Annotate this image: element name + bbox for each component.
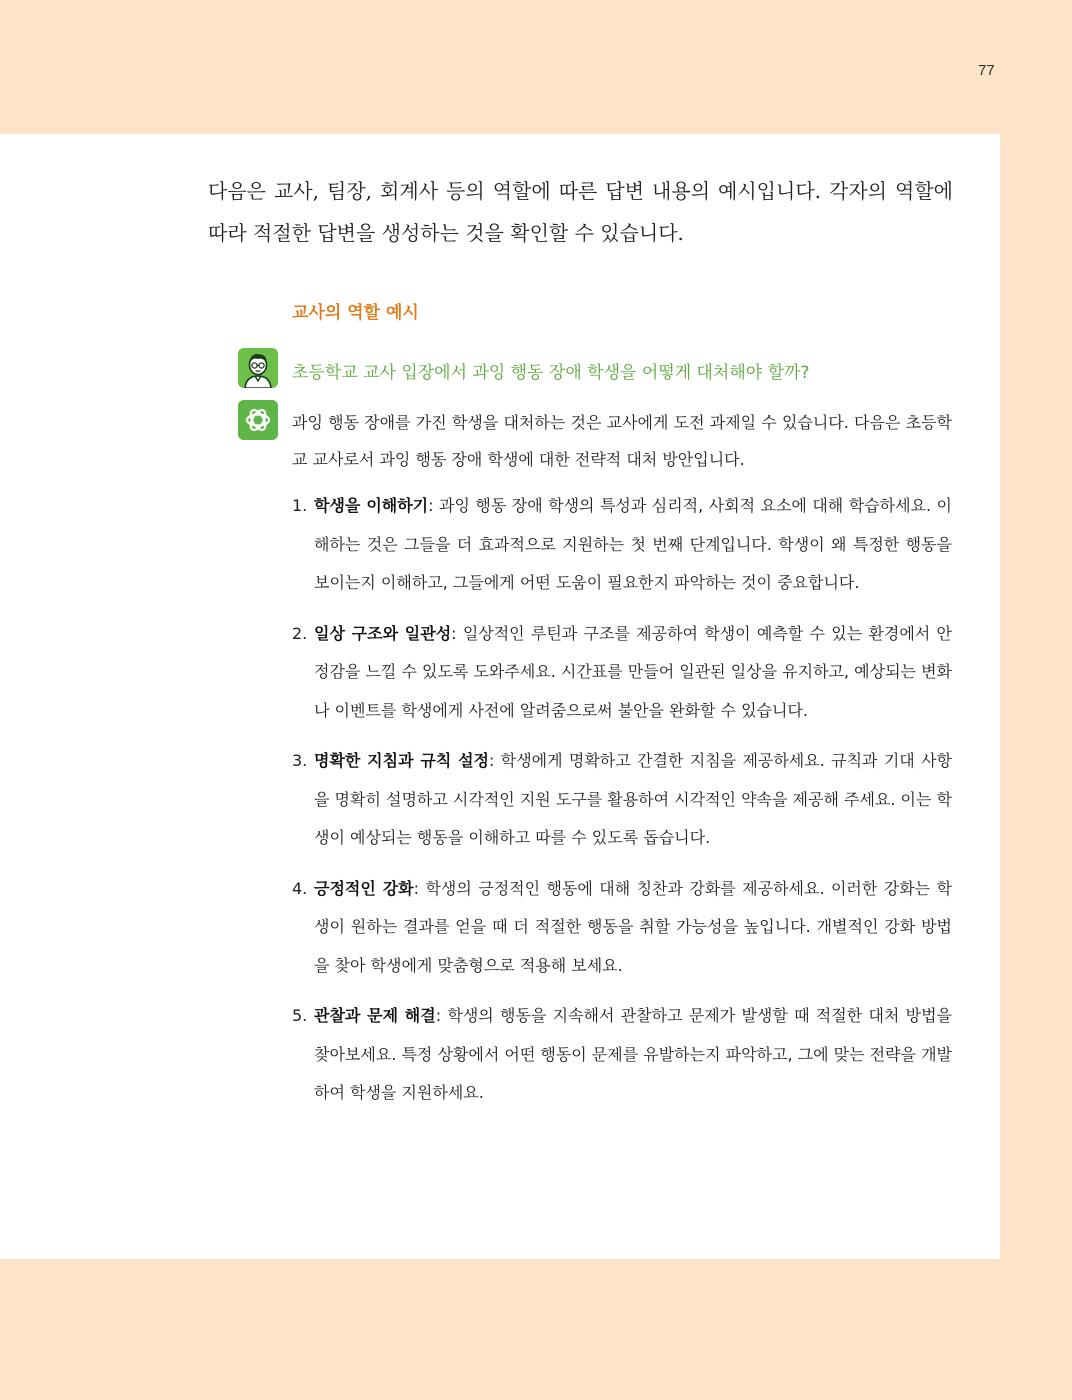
section-title: 교사의 역할 예시 xyxy=(292,303,419,323)
list-item xyxy=(292,487,952,603)
list-item xyxy=(292,615,952,731)
item-title: 관찰과 문제 해결 xyxy=(314,1006,436,1025)
page-number: 77 xyxy=(978,62,995,79)
item-number: 5. xyxy=(292,1006,308,1025)
item-text: : 일상적인 루틴과 구조를 제공하여 학생이 예측할 수 있는 환경에서 안정감을 느낄 수 있도록 도와주세요. 시간표를 만들어 일관된 일상을 유지하고, 예상되는 변화나 이벤트를 학생에게 사전에 알려줌으로써 불안을 완화할 수 있습니다. xyxy=(314,623,952,720)
item-text: : 학생의 행동을 지속해서 관찰하고 문제가 발생할 때 적절한 대처 방법을 찾아보세요. 특정 상황에서 어떤 행동이 문제를 유발하는지 파악하고, 그에 맞는 전략을 개발하여 학생을 지원하세요. xyxy=(314,1006,952,1102)
item-title: 학생을 이해하기 xyxy=(314,496,429,515)
intro-paragraph: 다음은 교사, 팀장, 회계사 등의 역할에 따른 답변 내용의 예시입니다. 각자의 역할에 따라 적절한 답변을 생성하는 것을 확인할 수 있습니다. xyxy=(208,179,953,245)
item-number: 3. xyxy=(292,751,308,770)
item-text: : 학생의 긍정적인 행동에 대해 칭찬과 강화를 제공하세요. 이러한 강화는 학생이 원하는 결과를 얻을 때 더 적절한 행동을 취할 가능성을 높입니다. 개별적인 강화 방법을 찾아 학생에게 맞춤형으로 적용해 보세요. xyxy=(314,878,952,975)
item-text: : 학생에게 명확하고 간결한 지침을 제공하세요. 규칙과 기대 사항을 명확히 설명하고 시각적인 지원 도구를 활용하여 시각적인 약속을 제공해 주세요. 이는 학생이 예상되는 행동을 이해하고 따를 수 있도록 돕습니다. xyxy=(314,751,952,847)
assistant-answer-intro: 과잉 행동 장애를 가진 학생을 대처하는 것은 교사에게 도전 과제일 수 있습니다. 다음은 초등학교 교사로서 과잉 행동 장애 학생에 대한 전략적 대처 방안입니다. xyxy=(292,413,952,469)
teacher-avatar-icon xyxy=(238,348,278,388)
item-title: 긍정적인 강화 xyxy=(314,878,414,898)
chatgpt-logo-icon xyxy=(238,400,278,440)
item-number: 1. xyxy=(292,496,308,515)
list-item xyxy=(292,742,952,858)
item-title: 명확한 지침과 규칙 설정 xyxy=(314,751,490,770)
item-title: 일상 구조와 일관성 xyxy=(314,623,452,643)
list-item xyxy=(292,870,952,986)
item-number: 4. xyxy=(292,878,308,898)
user-question: 초등학교 교사 입장에서 과잉 행동 장애 학생을 어떻게 대처해야 할까? xyxy=(292,363,810,383)
item-number: 2. xyxy=(292,623,308,643)
item-text: : 과잉 행동 장애 학생의 특성과 심리적, 사회적 요소에 대해 학습하세요. 이해하는 것은 그들을 더 효과적으로 지원하는 첫 번째 단계입니다. 학생이 왜 특정한 행동을 보이는지 이해하고, 그들에게 어떤 도움이 필요한지 파악하는 것이 중요합니다. xyxy=(314,496,952,592)
strategy-list xyxy=(292,487,952,1125)
list-item xyxy=(292,997,952,1113)
